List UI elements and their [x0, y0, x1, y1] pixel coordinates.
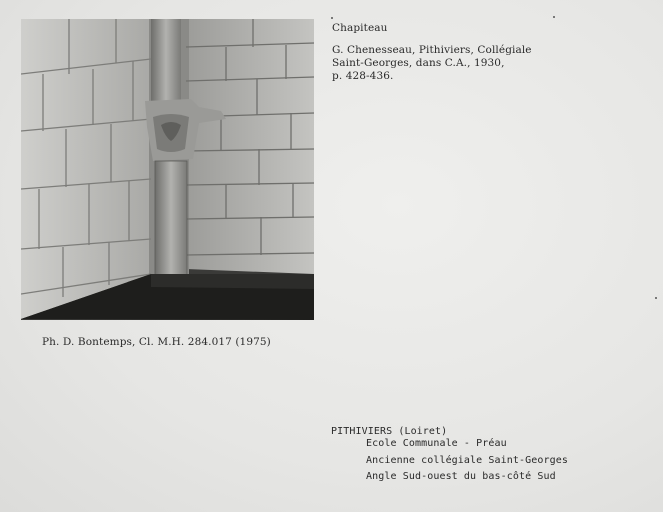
- location-line-1: PITHIVIERS (Loiret): [331, 426, 448, 437]
- registration-dot: [655, 297, 657, 299]
- bibliography-line-1: G. Chenesseau, Pithiviers, Collégiale: [332, 44, 532, 56]
- registration-dot: [553, 16, 555, 18]
- location-line-4: Angle Sud-ouest du bas-côté Sud: [366, 471, 556, 482]
- photo-credit: Ph. D. Bontemps, Cl. M.H. 284.017 (1975): [42, 336, 271, 348]
- bibliography-line-3: p. 428-436.: [332, 70, 394, 82]
- photograph-capital: [21, 19, 314, 320]
- registration-dot: [331, 17, 333, 19]
- caption-title: Chapiteau: [332, 22, 388, 34]
- location-line-3: Ancienne collégiale Saint-Georges: [366, 455, 568, 466]
- bibliography-line-2: Saint-Georges, dans C.A., 1930,: [332, 57, 505, 69]
- location-line-2: Ecole Communale - Préau: [366, 438, 507, 449]
